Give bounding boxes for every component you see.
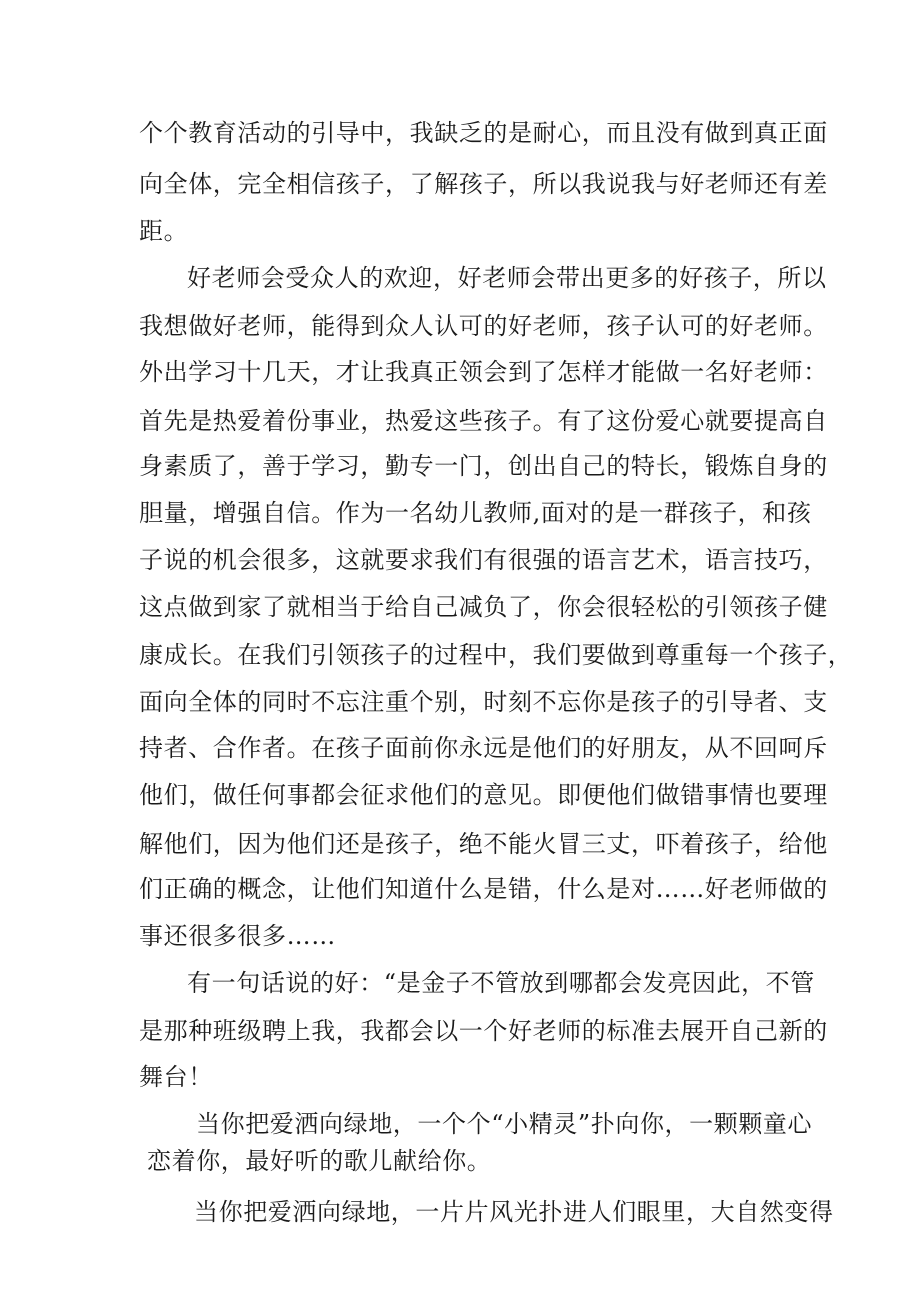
text-line: 好老师会受众人的欢迎，好老师会带出更多的好孩子，所以 xyxy=(187,264,827,292)
text-line: 恋着你，最好听的歌儿献给你。 xyxy=(147,1147,492,1175)
text-line: 持者、合作者。在孩子面前你永远是他们的好朋友，从不回呵斥 xyxy=(139,734,828,762)
text-line: 我想做好老师，能得到众人认可的好老师，孩子认可的好老师。 xyxy=(139,312,828,340)
text-line: 身素质了，善于学习，勤专一门，创出自己的特长，锻炼自身的 xyxy=(139,452,828,480)
text-line: 事还很多很多…… xyxy=(139,922,336,950)
text-line: 舞台！ xyxy=(139,1063,213,1091)
text-line: 胆量，增强自信。作为一名幼儿教师,面对的是一群孩子，和孩 xyxy=(139,499,812,527)
text-line: 距。 xyxy=(139,217,189,245)
text-line: 他们，做任何事都会征求他们的意见。即便他们做错事情也要理 xyxy=(139,781,828,809)
text-line: 是那种班级聘上我，我都会以一个好老师的标准去展开自己新的 xyxy=(139,1017,828,1045)
text-line: 们正确的概念，让他们知道什么是错，什么是对……好老师做的 xyxy=(139,875,828,903)
text-line: 面向全体的同时不忘注重个别，时刻不忘你是孩子的引导者、支 xyxy=(139,688,828,716)
text-line: 这点做到家了就相当于给自己减负了，你会很轻松的引领孩子健 xyxy=(139,593,828,621)
text-line: 康成长。在我们引领孩子的过程中，我们要做到尊重每一个孩子， xyxy=(139,641,853,669)
text-line: 有一句话说的好：“是金子不管放到哪都会发亮因此，不管 xyxy=(187,969,815,997)
text-line: 首先是热爱着份事业，热爱这些孩子。有了这份爱心就要提高自 xyxy=(139,407,828,435)
text-line: 当你把爱洒向绿地，一片片风光扑进人们眼里，大自然变得 xyxy=(194,1198,834,1226)
text-line: 外出学习十几天，才让我真正领会到了怎样才能做一名好老师： xyxy=(139,358,828,386)
text-line: 个个教育活动的引导中，我缺乏的是耐心，而且没有做到真正面 xyxy=(139,119,828,147)
text-line: 解他们，因为他们还是孩子，绝不能火冒三丈，吓着孩子，给他 xyxy=(139,830,828,858)
text-line: 子说的机会很多，这就要求我们有很强的语言艺术，语言技巧， xyxy=(139,546,828,574)
text-line: 向全体，完全相信孩子，了解孩子，所以我说我与好老师还有差 xyxy=(139,170,828,198)
text-line: 当你把爱洒向绿地，一个个“小精灵”扑向你，一颗颗童心 xyxy=(196,1110,813,1138)
